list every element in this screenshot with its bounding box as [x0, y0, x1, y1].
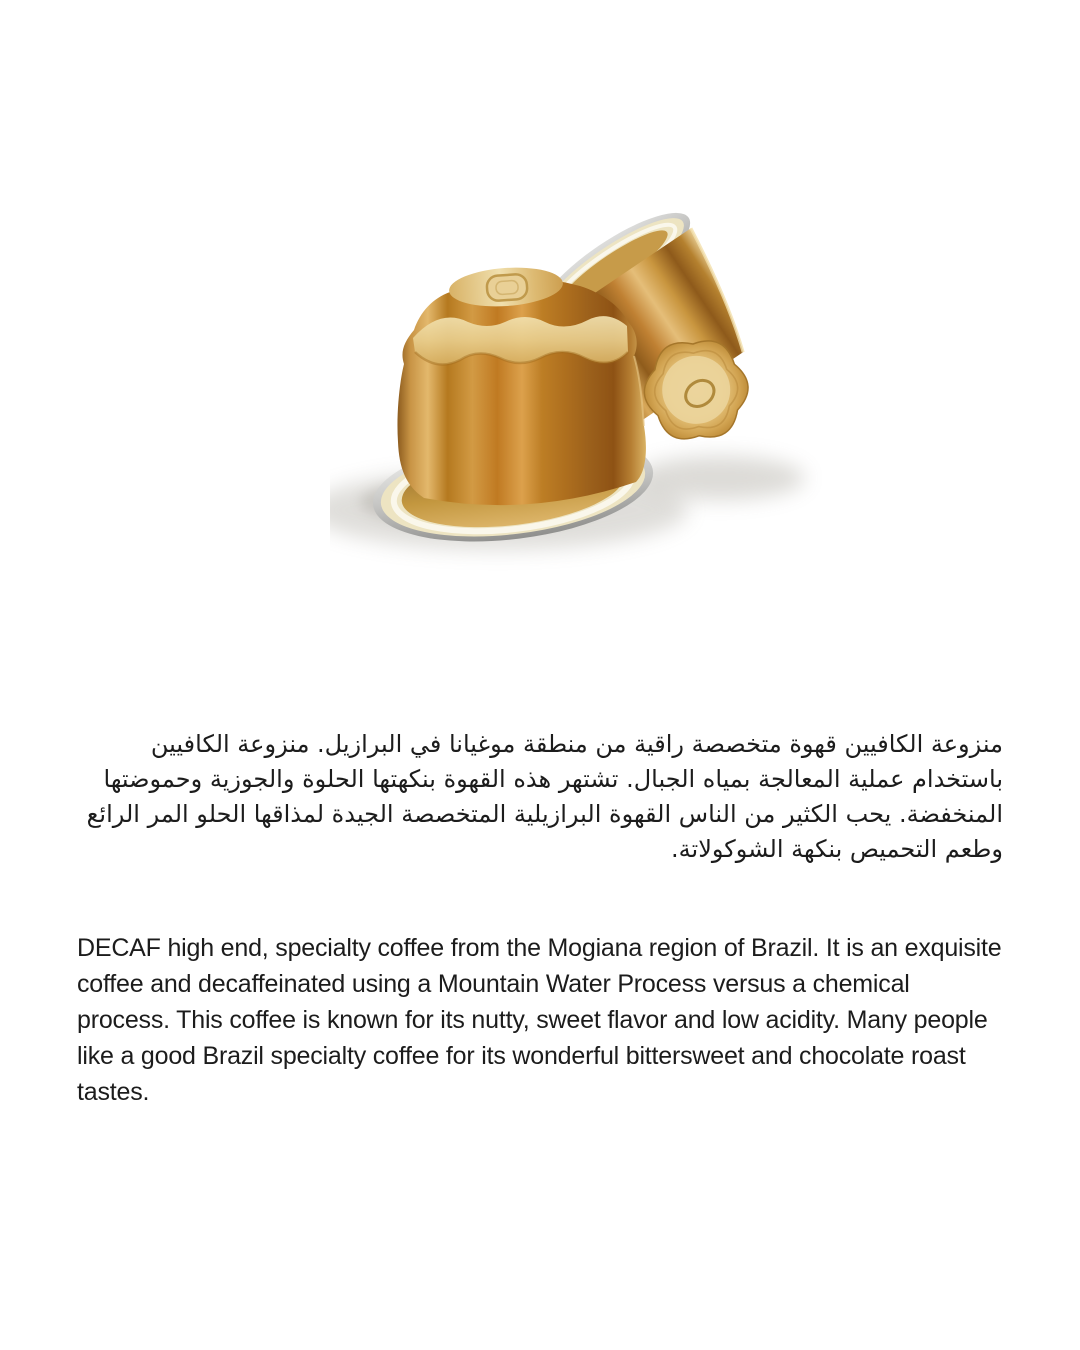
product-image	[330, 180, 830, 580]
description-arabic: منزوعة الكافيين قهوة متخصصة راقية من منطقة موغيانا في البرازيل. منزوعة الكافيين باستخدام عملية المعالجة بمياه الجبال. تشتهر هذه القهوة بنكهتها الحلوة والجوزية وحموضتها المنخفضة. يحب الكثير من الناس القهوة البرازيلية المتخصصة الجيدة لمذاقها الحلو المر الرائع وطعم التحميص بنكهة الشوكولاتة.	[86, 730, 1003, 863]
description-english: DECAF high end, specialty coffee from the Mogiana region of Brazil. It is an exquisite coffee and decaffeinated using a Mountain Water Process versus a chemical process. This coffee is known for its nutty, sweet flavor and low acidity. Many people like a good Brazil specialty coffee for its wonderful bittersweet and chocolate roast tastes.	[77, 934, 1002, 1106]
gold-capsules-illustration	[330, 180, 830, 580]
front-capsule	[367, 264, 659, 556]
